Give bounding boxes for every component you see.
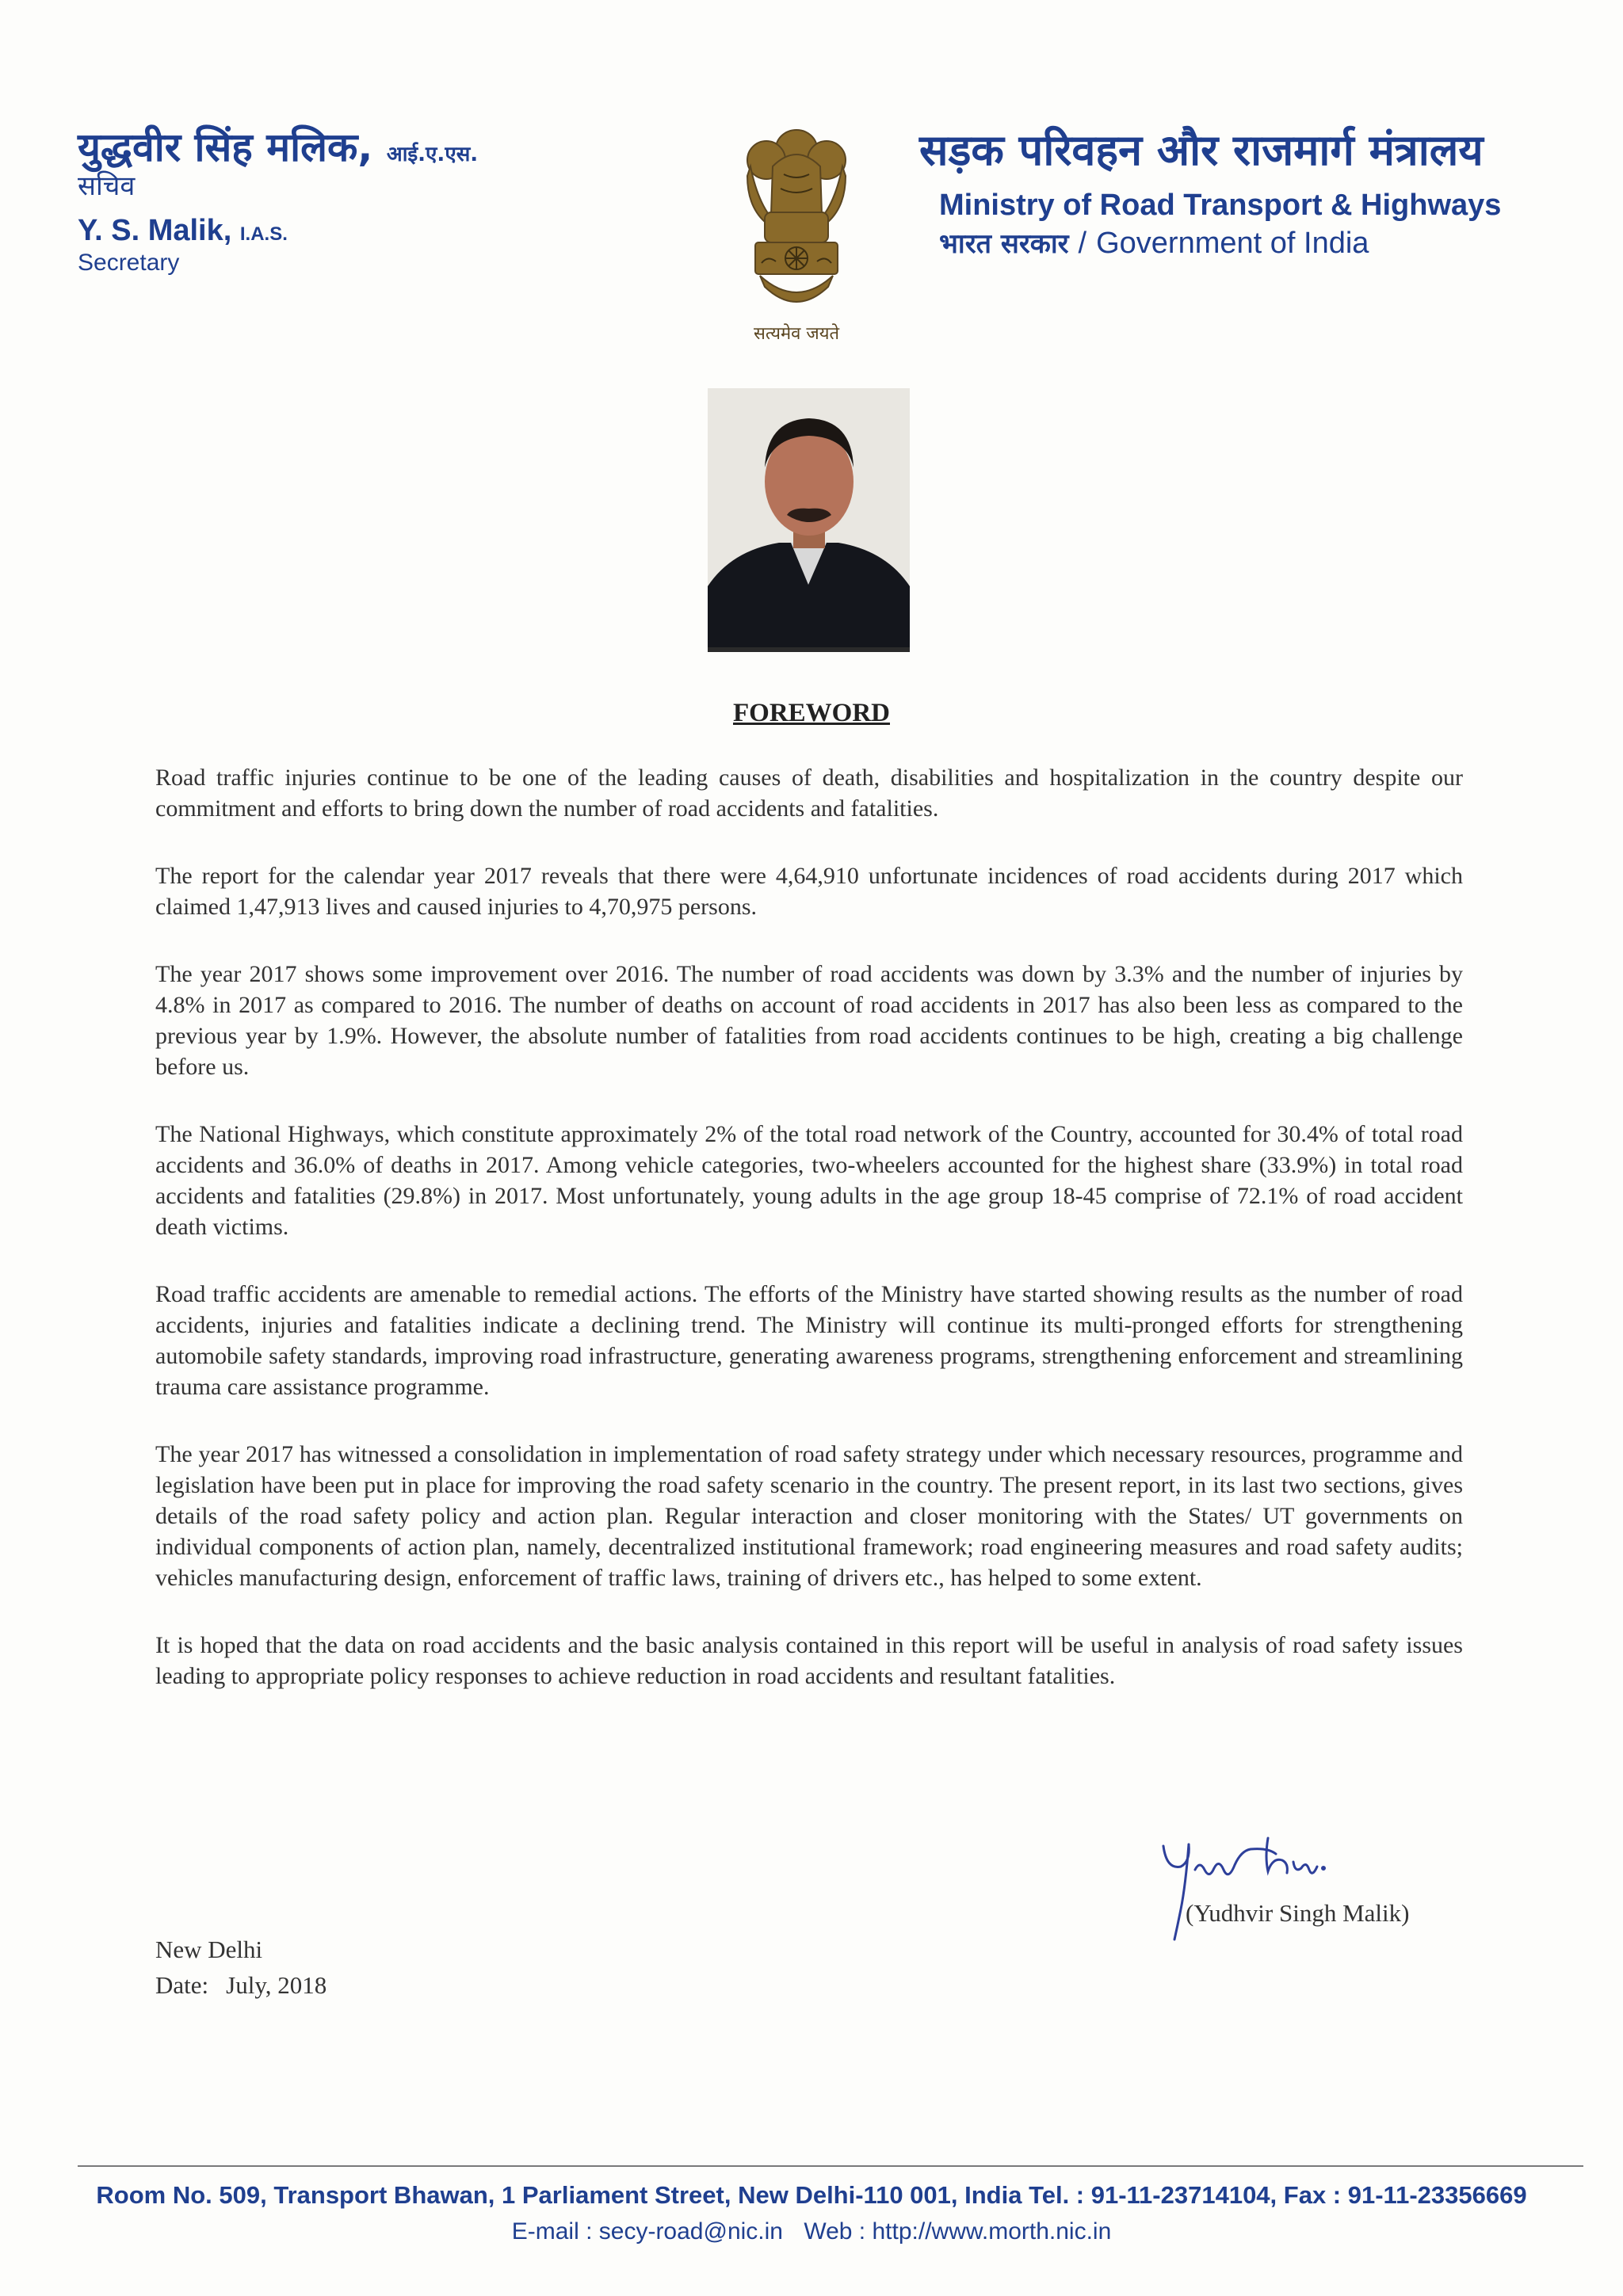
portrait-figure xyxy=(708,388,910,647)
web-label: Web : xyxy=(804,2218,866,2245)
foreword-paragraph: Road traffic injuries continue to be one of the leading causes of death, disabilities and hospitalization in the country despite our commitment and efforts to bring down the number of road accidents and fatalities. xyxy=(155,765,1463,822)
secretary-title-hindi: सचिव xyxy=(78,170,136,202)
foreword-paragraph: It is hoped that the data on road accidents and the basic analysis contained in this report will be useful in analysis of road safety issues leading to appropriate policy responses to achieve reduction in road accidents and resultant fatalities. xyxy=(155,1632,1463,1689)
foreword-paragraph: The year 2017 shows some improvement over 2016. The number of road accidents was down by 3.3% and the number of injuries by 4.8% in 2017 as compared to 2016. The number of deaths on account of road accidents in 2017 has also been less as compared to the previous year by 1.9%. However, the absolute number of fatalities from road accidents continues to be high, creating a big challenge before us. xyxy=(155,961,1463,1080)
foreword-paragraph: The year 2017 has witnessed a consolidation in implementation of road safety strategy under which necessary resources, programme and legislation have been put in place for improving the road safety scenario in the country. The present report, in its last two sections, gives details of the road safety policy and action plan. Regular interaction and closer monitoring with the States/ UT governments on individual components of action plan, namely, decentralized institutional framework; road engineering measures and road safety audits; vehicles manufacturing design, enforcement of traffic laws, training of drivers etc., has helped to some extent. xyxy=(155,1441,1463,1591)
date-line xyxy=(155,1971,327,2000)
national-emblem-icon xyxy=(733,119,860,317)
foreword-paragraph: The report for the calendar year 2017 reveals that there were 4,64,910 unfortunate incidences of road accidents during 2017 which claimed 1,47,913 lives and caused injuries to 4,70,975 persons. xyxy=(155,863,1463,920)
secretary-name-hindi: युद्धवीर सिंह मलिक, आई.ए.एस. xyxy=(78,124,479,170)
government-separator: / xyxy=(1078,227,1087,260)
secretary-suffix-hindi: आई.ए.एस. xyxy=(386,143,479,166)
footer-address: Room No. 509, Transport Bhawan, 1 Parliament Street, New Delhi-110 001, India Tel. : 91-11-23714104, Fax : 91-11-23356669 xyxy=(96,2181,1527,2209)
email-link[interactable]: secy-road@nic.in xyxy=(598,2218,783,2245)
foreword-paragraph: The National Highways, which constitute approximately 2% of the total road network of the Country, accounted for 30.4% of total road accidents and 36.0% of deaths in 2017. Among vehicle categories, two-wheelers accounted for the highest share (33.9%) in total road accidents and fatalities (29.8%) in 2017. Most unfortunately, young adults in the age group 18-45 comprise of 72.1% of road accident death victims. xyxy=(155,1121,1463,1240)
date-value: July, 2018 xyxy=(226,1971,327,1999)
secretary-suffix: I.A.S. xyxy=(239,223,288,245)
signatory-name: (Yudhvir Singh Malik) xyxy=(1186,1899,1410,1927)
secretary-title: Secretary xyxy=(78,250,180,276)
place: New Delhi xyxy=(155,1936,263,1963)
secretary-portrait-photo xyxy=(708,388,910,652)
footer-divider xyxy=(78,2165,1583,2167)
foreword-title: FOREWORD xyxy=(733,699,890,727)
email-label: E-mail : xyxy=(511,2218,593,2245)
footer-contact xyxy=(0,2218,1623,2245)
secretary-name: Y. S. Malik, I.A.S. xyxy=(78,214,288,247)
foreword-body xyxy=(155,762,1463,1728)
web-link[interactable]: http://www.morth.nic.in xyxy=(872,2218,1112,2245)
emblem-motto: सत्यमेव जयते xyxy=(753,324,840,344)
ministry-name: Ministry of Road Transport & Highways xyxy=(939,189,1502,222)
date-label: Date: xyxy=(155,1971,209,1999)
foreword-paragraph: Road traffic accidents are amenable to remedial actions. The efforts of the Ministry have started showing results as the number of road accidents, injuries and fatalities indicate a declining trend. The Ministry will continue its multi-pronged efforts for strengthening automobile safety standards, improving road infrastructure, generating awareness programs, strengthening enforcement and streamlining trauma care assistance programme. xyxy=(155,1281,1463,1400)
government-hindi: भारत सरकार xyxy=(939,228,1069,260)
government-english: Government of India xyxy=(1096,227,1369,260)
ministry-name-hindi: सड़क परिवहन और राजमार्ग मंत्रालय xyxy=(919,125,1484,175)
government-line xyxy=(939,224,1369,261)
